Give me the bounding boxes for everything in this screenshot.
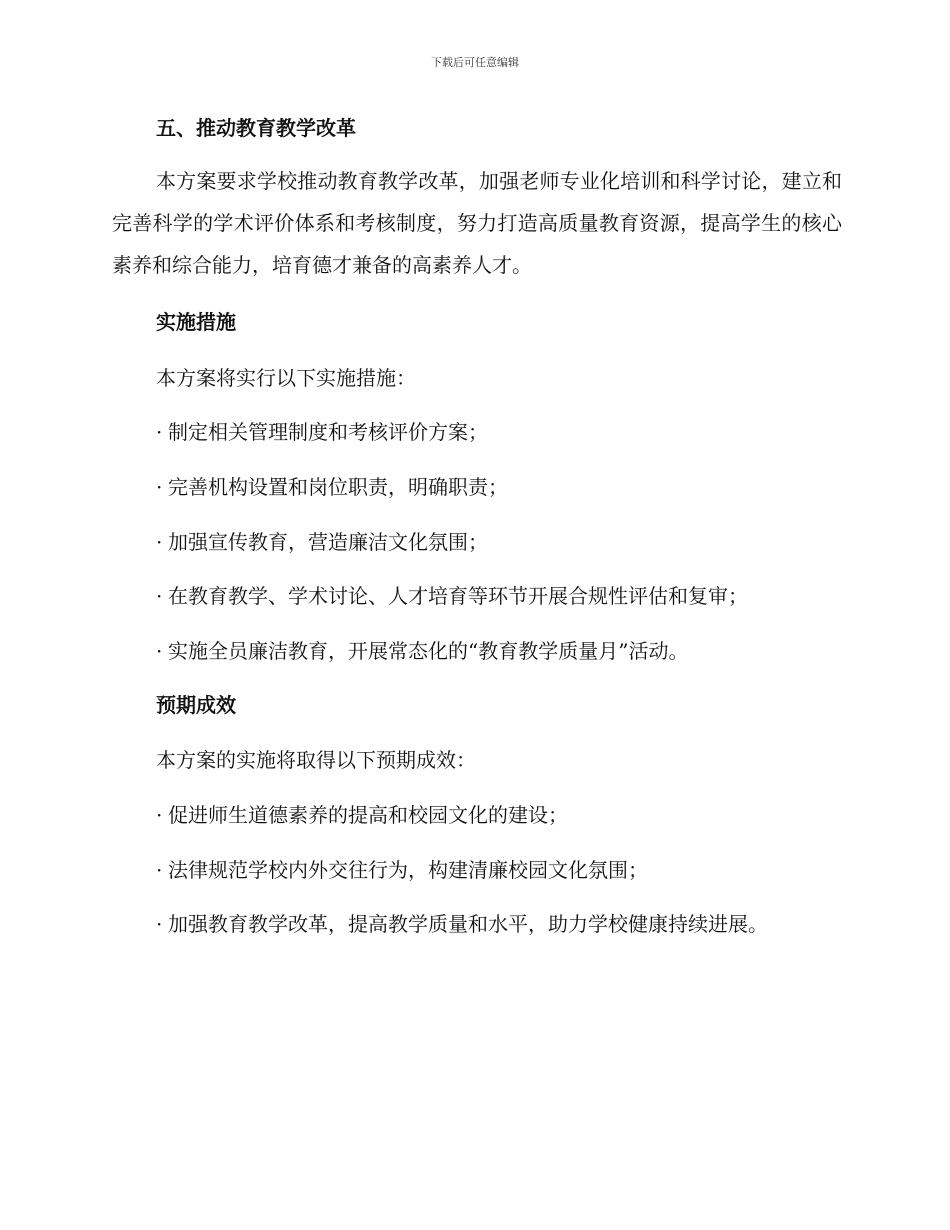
implementation-item-text: 加强宣传教育，营造廉洁文化氛围； bbox=[168, 530, 488, 554]
bullet-dot: · bbox=[156, 530, 163, 554]
outcomes-intro: 本方案的实施将取得以下预期成效： bbox=[156, 748, 476, 772]
outcome-item-text: 促进师生道德素养的提高和校园文化的建设； bbox=[168, 803, 568, 827]
outcome-item-text: 加强教育教学改革，提高教学质量和水平，助力学校健康持续进展。 bbox=[168, 912, 768, 936]
implementation-item bbox=[156, 530, 488, 554]
bullet-dot: · bbox=[156, 420, 163, 444]
outcome-item bbox=[156, 858, 648, 882]
bullet-dot: · bbox=[156, 858, 163, 882]
implementation-intro: 本方案将实行以下实施措施： bbox=[156, 366, 416, 390]
section-heading-outcomes: 预期成效 bbox=[156, 693, 236, 717]
implementation-item-text: 在教育教学、学术讨论、人才培育等环节开展合规性评估和复审； bbox=[168, 584, 748, 608]
bullet-dot: · bbox=[156, 912, 163, 936]
bullet-dot: · bbox=[156, 475, 163, 499]
implementation-item bbox=[156, 584, 748, 608]
implementation-item-text: 完善机构设置和岗位职责，明确职责； bbox=[168, 475, 508, 499]
bullet-dot: · bbox=[156, 803, 163, 827]
reform-paragraph: 本方案要求学校推动教育教学改革，加强老师专业化培训和科学讨论，建立和完善科学的学术评价体系和考核制度，努力打造高质量教育资源，提高学生的核心素养和综合能力，培育德才兼备的高素养人才。 bbox=[112, 169, 842, 277]
implementation-item bbox=[156, 475, 508, 499]
section-heading-reform: 五、推动教育教学改革 bbox=[156, 116, 356, 140]
page-header: 下载后可任意编辑 bbox=[431, 56, 519, 69]
outcome-item-text: 法律规范学校内外交往行为，构建清廉校园文化氛围； bbox=[168, 858, 648, 882]
bullet-dot: · bbox=[156, 584, 163, 608]
implementation-item bbox=[156, 420, 488, 444]
implementation-item bbox=[156, 639, 688, 663]
outcome-item bbox=[156, 912, 768, 936]
implementation-item-text: 制定相关管理制度和考核评价方案； bbox=[168, 420, 488, 444]
outcome-item bbox=[156, 803, 568, 827]
section-heading-implementation: 实施措施 bbox=[156, 310, 236, 334]
implementation-item-text: 实施全员廉洁教育，开展常态化的“教育教学质量月”活动。 bbox=[168, 639, 689, 663]
bullet-dot: · bbox=[156, 639, 163, 663]
